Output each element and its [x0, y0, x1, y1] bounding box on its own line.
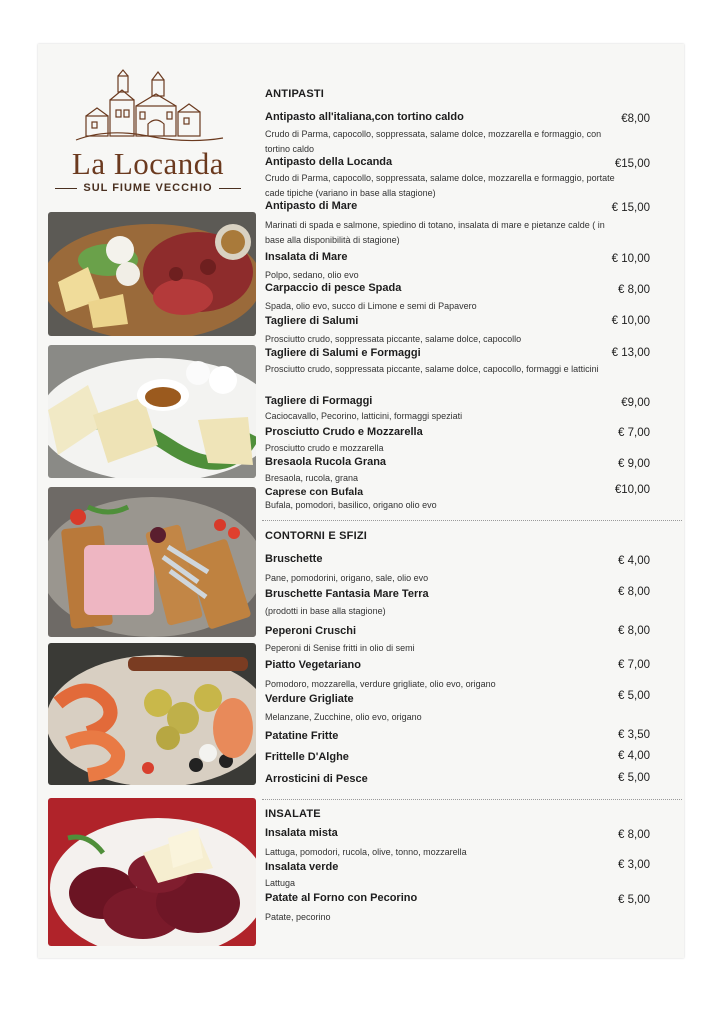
menu-item-name: Patate al Forno con Pecorino	[265, 892, 418, 904]
menu-item-price: € 4,00	[618, 750, 650, 762]
menu-item-description: Pane, pomodorini, origano, sale, olio evo	[265, 573, 429, 583]
menu-item-price: € 5,00	[618, 772, 650, 784]
menu-item-description: Peperoni di Senise fritti in olio di semi	[265, 643, 415, 653]
menu-item-name: Insalata mista	[265, 827, 338, 839]
menu-item-name: Bruschette Fantasia Mare Terra	[265, 588, 429, 600]
menu-item-price: € 5,00	[618, 894, 650, 906]
menu-item-description: Bufala, pomodori, basilico, origano olio evo	[265, 500, 437, 510]
section-title-antipasti: ANTIPASTI	[265, 88, 325, 100]
menu-item-price: €10,00	[614, 484, 650, 496]
menu-item-name: Arrosticini di Pesce	[265, 773, 368, 785]
section-divider	[262, 799, 682, 800]
menu-item-price: € 9,00	[618, 458, 650, 470]
menu-item-price: € 7,00	[618, 427, 650, 439]
menu-item-description: Prosciutto crudo e mozzarella	[265, 443, 384, 453]
menu-item-name: Carpaccio di pesce Spada	[265, 282, 402, 294]
menu-item-name: Caprese con Bufala	[265, 486, 364, 498]
bruschette-photo	[48, 487, 256, 637]
menu-item-price: € 13,00	[611, 347, 650, 359]
menu-item-name: Patatine Fritte	[265, 730, 339, 742]
cured-meats-cheese-platter-photo	[48, 212, 256, 336]
menu-item-name: Tagliere di Salumi	[265, 315, 359, 327]
section-title-insalate: INSALATE	[265, 808, 321, 820]
seafood-platter-photo	[48, 643, 256, 785]
menu-item-description: Crudo di Parma, capocollo, soppressata, salame dolce, mozzarella e formaggio, portate cade tipiche (variano in base alla stagione)	[265, 173, 615, 198]
logo-title: La Locanda	[71, 146, 225, 181]
menu-item-description: Pomodoro, mozzarella, verdure grigliate, olio evo, origano	[265, 679, 496, 689]
menu-item-description: Marinati di spada e salmone, spiedino di totano, insalata di mare e pietanze calde ( in base alla disponibilità di stagione)	[265, 220, 605, 245]
menu-item-description: Bresaola, rucola, grana	[265, 473, 359, 483]
menu-item-name: Antipasto all'italiana,con tortino caldo	[265, 111, 464, 123]
menu-item-name: Antipasto della Locanda	[265, 156, 393, 168]
menu-item-name: Antipasto di Mare	[265, 200, 358, 212]
menu-item-name: Bresaola Rucola Grana	[265, 456, 387, 468]
menu-item-description: Prosciutto crudo, soppressata piccante, salame dolce, capocollo, formaggi e latticini	[265, 364, 599, 374]
menu-item-price: € 8,00	[618, 586, 650, 598]
menu-item-name: Tagliere di Salumi e Formaggi	[265, 347, 421, 359]
menu-item-description: Spada, olio evo, succo di Limone e semi di Papavero	[265, 301, 477, 311]
menu-item-name: Prosciutto Crudo e Mozzarella	[265, 426, 423, 438]
menu-item-price: € 3,50	[618, 729, 650, 741]
section-divider	[262, 520, 682, 521]
menu-item-price: € 7,00	[618, 659, 650, 671]
menu-item-price: € 5,00	[618, 690, 650, 702]
menu-item-name: Tagliere di Formaggi	[265, 395, 373, 407]
cheese-board-photo	[48, 345, 256, 478]
menu-item-price: €15,00	[614, 158, 650, 170]
menu-item-price: € 4,00	[618, 555, 650, 567]
menu-item-price: € 8,00	[618, 625, 650, 637]
menu-item-description: Polpo, sedano, olio evo	[265, 270, 359, 280]
menu-item-name: Verdure Grigliate	[265, 693, 354, 705]
menu-item-description: Caciocavallo, Pecorino, latticini, formaggi speziati	[265, 411, 463, 421]
restaurant-logo	[48, 66, 248, 200]
menu-item-price: € 8,00	[618, 284, 650, 296]
logo-subtitle: SUL FIUME VECCHIO	[48, 182, 248, 194]
menu-item-description: Prosciutto crudo, soppressata piccante, salame dolce, capocollo	[265, 334, 522, 344]
menu-item-name: Piatto Vegetariano	[265, 659, 361, 671]
menu-item-description: Melanzane, Zucchine, olio evo, origano	[265, 712, 422, 722]
menu-item-name: Frittelle D'Alghe	[265, 751, 349, 763]
menu-item-price: € 15,00	[611, 202, 650, 214]
menu-item-price: €8,00	[621, 113, 650, 125]
menu-item-name: Bruschette	[265, 553, 323, 565]
menu-item-description: (prodotti in base alla stagione)	[265, 606, 386, 616]
menu-item-description: Crudo di Parma, capocollo, soppressata, salame dolce, mozzarella e formaggio, con tortino caldo	[265, 129, 602, 154]
menu-item-price: € 10,00	[611, 315, 650, 327]
menu-item-name: Insalata verde	[265, 861, 339, 873]
menu-item-description: Patate, pecorino	[265, 912, 331, 922]
menu-item-name: Insalata di Mare	[265, 251, 348, 263]
village-illustration-icon	[48, 66, 248, 146]
bresaola-photo	[48, 798, 256, 946]
menu-item-description: Lattuga, pomodori, rucola, olive, tonno, mozzarella	[265, 847, 467, 857]
menu-item-price: € 8,00	[618, 829, 650, 841]
section-title-contorni: CONTORNI E SFIZI	[265, 530, 368, 542]
menu-item-price: € 3,00	[618, 859, 650, 871]
menu-item-price: € 10,00	[611, 253, 650, 265]
menu-item-description: Lattuga	[265, 878, 296, 888]
menu-item-name: Peperoni Cruschi	[265, 625, 357, 637]
menu-item-price: €9,00	[621, 397, 650, 409]
